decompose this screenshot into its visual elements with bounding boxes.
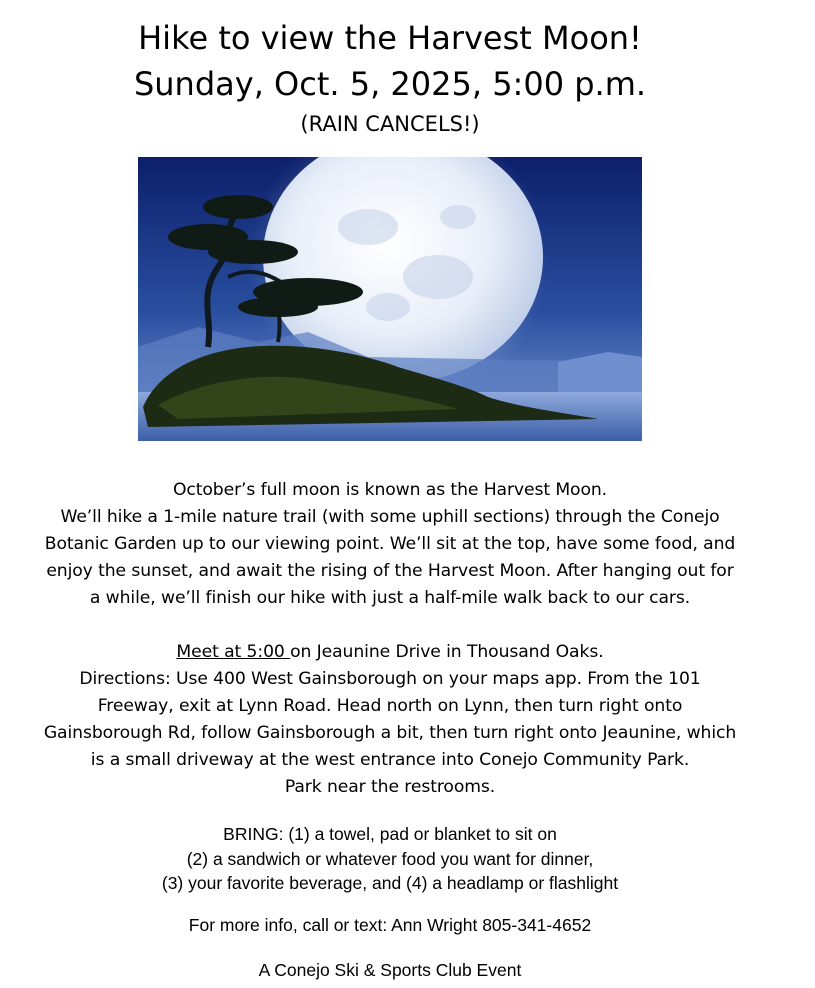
directions-line: Freeway, exit at Lynn Road. Head north on Lynn, then turn right onto (97, 696, 683, 716)
harvest-moon-photo (138, 157, 642, 441)
bring-item: BRING: (1) a towel, pad or blanket to sit on (223, 824, 557, 844)
event-date-time: Sunday, Oct. 5, 2025, 5:00 p.m. (133, 65, 647, 103)
bring-list (0, 822, 780, 896)
event-description (0, 477, 780, 612)
contact-info: For more info, call or text: Ann Wright 805-341-4652 (188, 915, 592, 935)
description-line: Botanic Garden up to our viewing point. We’ll sit at the top, have some food, and (44, 534, 736, 554)
club-footer: A Conejo Ski & Sports Club Event (258, 960, 522, 980)
bring-item: (2) a sandwich or whatever food you want for dinner, (186, 848, 594, 869)
description-line: We’ll hike a 1-mile nature trail (with some uphill sections) through the Conejo (60, 507, 720, 527)
directions-line: Gainsborough Rd, follow Gainsborough a bit, then turn right onto Jeaunine, which (43, 723, 737, 743)
directions-line: Park near the restrooms. (284, 777, 496, 797)
meet-line (0, 639, 780, 666)
description-line: October’s full moon is known as the Harvest Moon. (172, 480, 608, 500)
rain-note: (RAIN CANCELS!) (300, 112, 480, 136)
directions-line: is a small driveway at the west entrance into Conejo Community Park. (90, 750, 690, 770)
directions-line: Directions: Use 400 West Gainsborough on your maps app. From the 101 (79, 669, 701, 689)
meet-time-label: Meet at 5:00 (176, 642, 291, 662)
description-line: a while, we’ll finish our hike with just a half-mile walk back to our cars. (89, 588, 691, 608)
moon-tree-illustration (138, 157, 642, 441)
description-line: enjoy the sunset, and await the rising of the Harvest Moon. After hanging out for (46, 561, 734, 581)
event-title: Hike to view the Harvest Moon! (138, 19, 642, 57)
meeting-directions (0, 639, 780, 801)
meet-location: on Jeaunine Drive in Thousand Oaks. (290, 642, 604, 662)
bring-item: (3) your favorite beverage, and (4) a headlamp or flashlight (161, 873, 619, 893)
